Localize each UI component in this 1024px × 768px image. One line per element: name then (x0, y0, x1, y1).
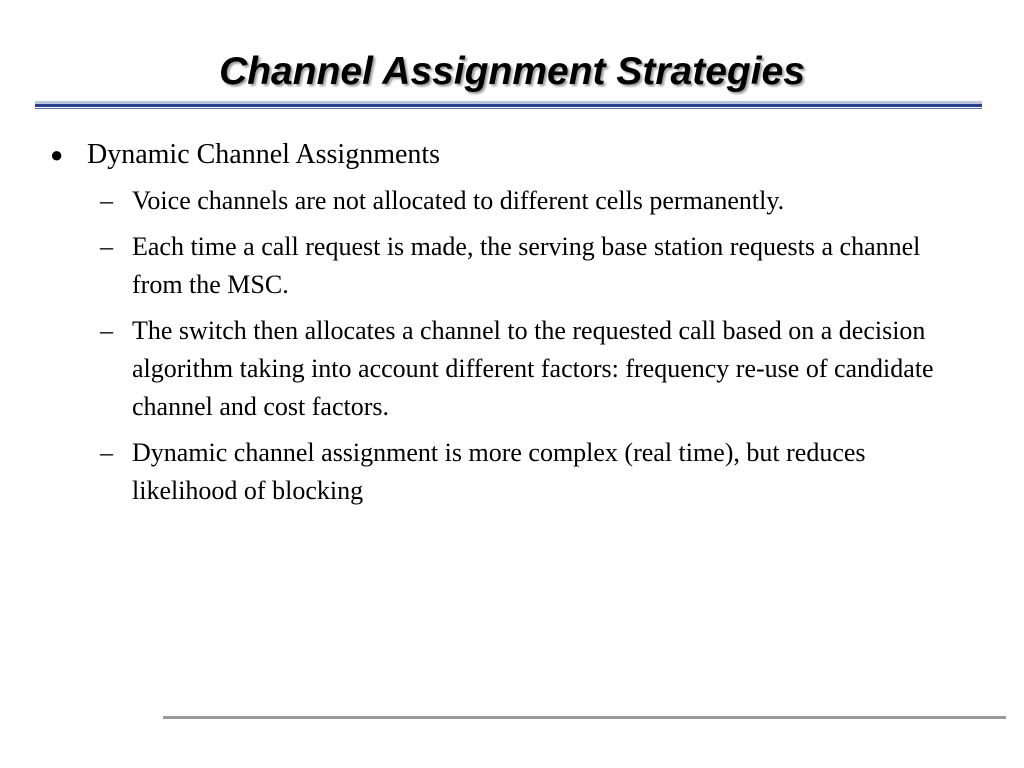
bullet-dot-icon: ● (50, 142, 64, 167)
subitem (100, 182, 970, 220)
subitem-text: The switch then allocates a channel to the requested call based on a decision algorithm taking into account different factors: frequency re-use of candidate channel and cost factors. (132, 316, 934, 421)
subitem (100, 228, 970, 304)
dash-marker: – (100, 232, 113, 261)
bullet-text: Dynamic Channel Assignments (87, 139, 441, 170)
dash-marker: – (100, 438, 113, 467)
subitem (100, 312, 970, 426)
subitem-text: Each time a call request is made, the serving base station requests a channel from the MSC. (132, 232, 921, 299)
dash-marker: – (100, 316, 113, 345)
subitem-text: Dynamic channel assignment is more complex (real time), but reduces likelihood of blocking (132, 438, 866, 505)
footer-divider (163, 716, 1006, 719)
slide-title: Channel Assignment Strategies (219, 50, 805, 93)
subitem (100, 434, 970, 510)
dash-marker: – (100, 186, 113, 215)
subitem-text: Voice channels are not allocated to different cells permanently. (132, 186, 785, 215)
